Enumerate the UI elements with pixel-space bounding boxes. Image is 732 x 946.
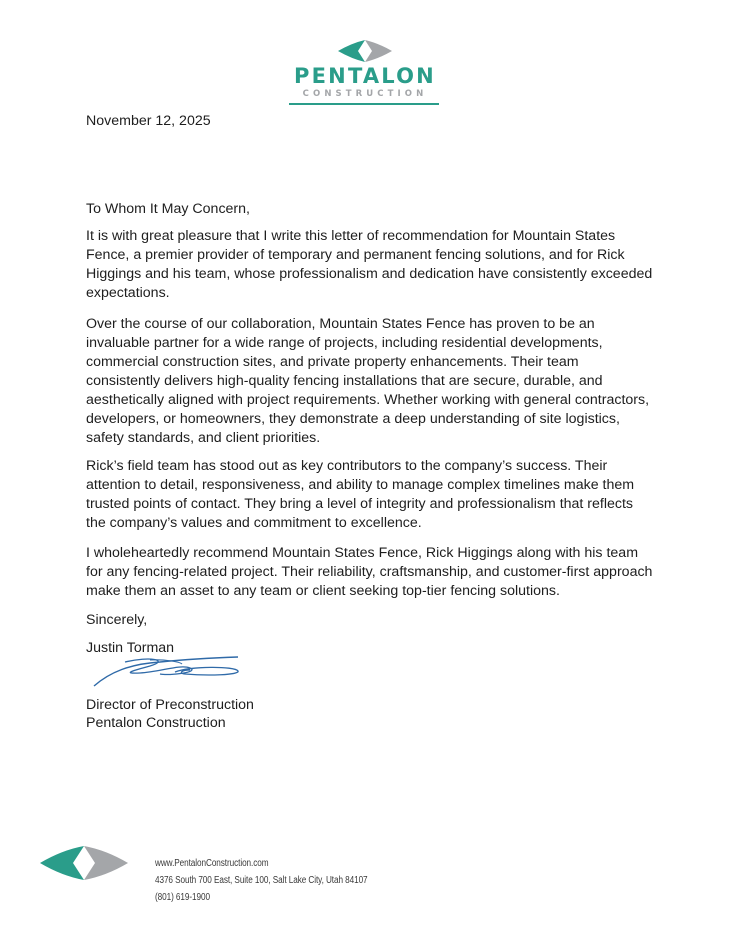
logo-subtitle: CONSTRUCTION bbox=[302, 89, 428, 99]
footer-address: 4376 South 700 East, Suite 100, Salt Lake City, Utah 84107 bbox=[155, 875, 368, 886]
paragraph-1: It is with great pleasure that I write this letter of recommendation for Mountain States Fence, a premier provider of temporary and permanent fencing solutions, and for Rick Higgings and his team, whose professionalism and dedication have consistently exceeded expectations. bbox=[86, 228, 653, 301]
signer-company: Pentalon Construction bbox=[86, 715, 226, 731]
footer-logo-icon bbox=[40, 846, 128, 880]
signer-title: Director of Preconstruction bbox=[86, 697, 254, 713]
diamond-eye-icon bbox=[338, 40, 392, 62]
footer-contact bbox=[155, 855, 368, 906]
logo-underline bbox=[289, 103, 439, 105]
handwritten-signature bbox=[90, 650, 242, 690]
footer-phone: (801) 619-1900 bbox=[155, 892, 210, 903]
paragraph-2: Over the course of our collaboration, Mountain States Fence has proven to be an invaluable partner for a wide range of projects, including residential developments, commercial construction sites, and private property enhancements. Their team consistently delivers high-quality fencing installations that are secure, durable, and aesthetically aligned with project requirements. Whether working with general contractors, developers, or homeowners, they demonstrate a deep understanding of site logistics, safety standards, and client priorities. bbox=[86, 316, 650, 446]
company-logo bbox=[289, 40, 441, 108]
footer-website[interactable]: www.PentalonConstruction.com bbox=[155, 858, 269, 869]
logo-wordmark: PENTALON bbox=[294, 64, 436, 88]
paragraph-3: Rick’s field team has stood out as key contributors to the company’s success. Their attention to detail, responsiveness, and ability to manage complex timelines make them trusted points of contact. They bring a level of integrity and professionalism that reflects the company’s values and commitment to excellence. bbox=[86, 458, 635, 531]
closing: Sincerely, bbox=[86, 612, 148, 628]
signer-name: Justin Torman bbox=[86, 640, 175, 656]
letter-date: November 12, 2025 bbox=[86, 113, 211, 129]
paragraph-4: I wholeheartedly recommend Mountain States Fence, Rick Higgings along with his team for any fencing-related project. Their reliability, craftsmanship, and customer-first approach make them an asset to any team or client seeking top-tier fencing solutions. bbox=[86, 545, 653, 599]
salutation: To Whom It May Concern, bbox=[86, 201, 250, 217]
